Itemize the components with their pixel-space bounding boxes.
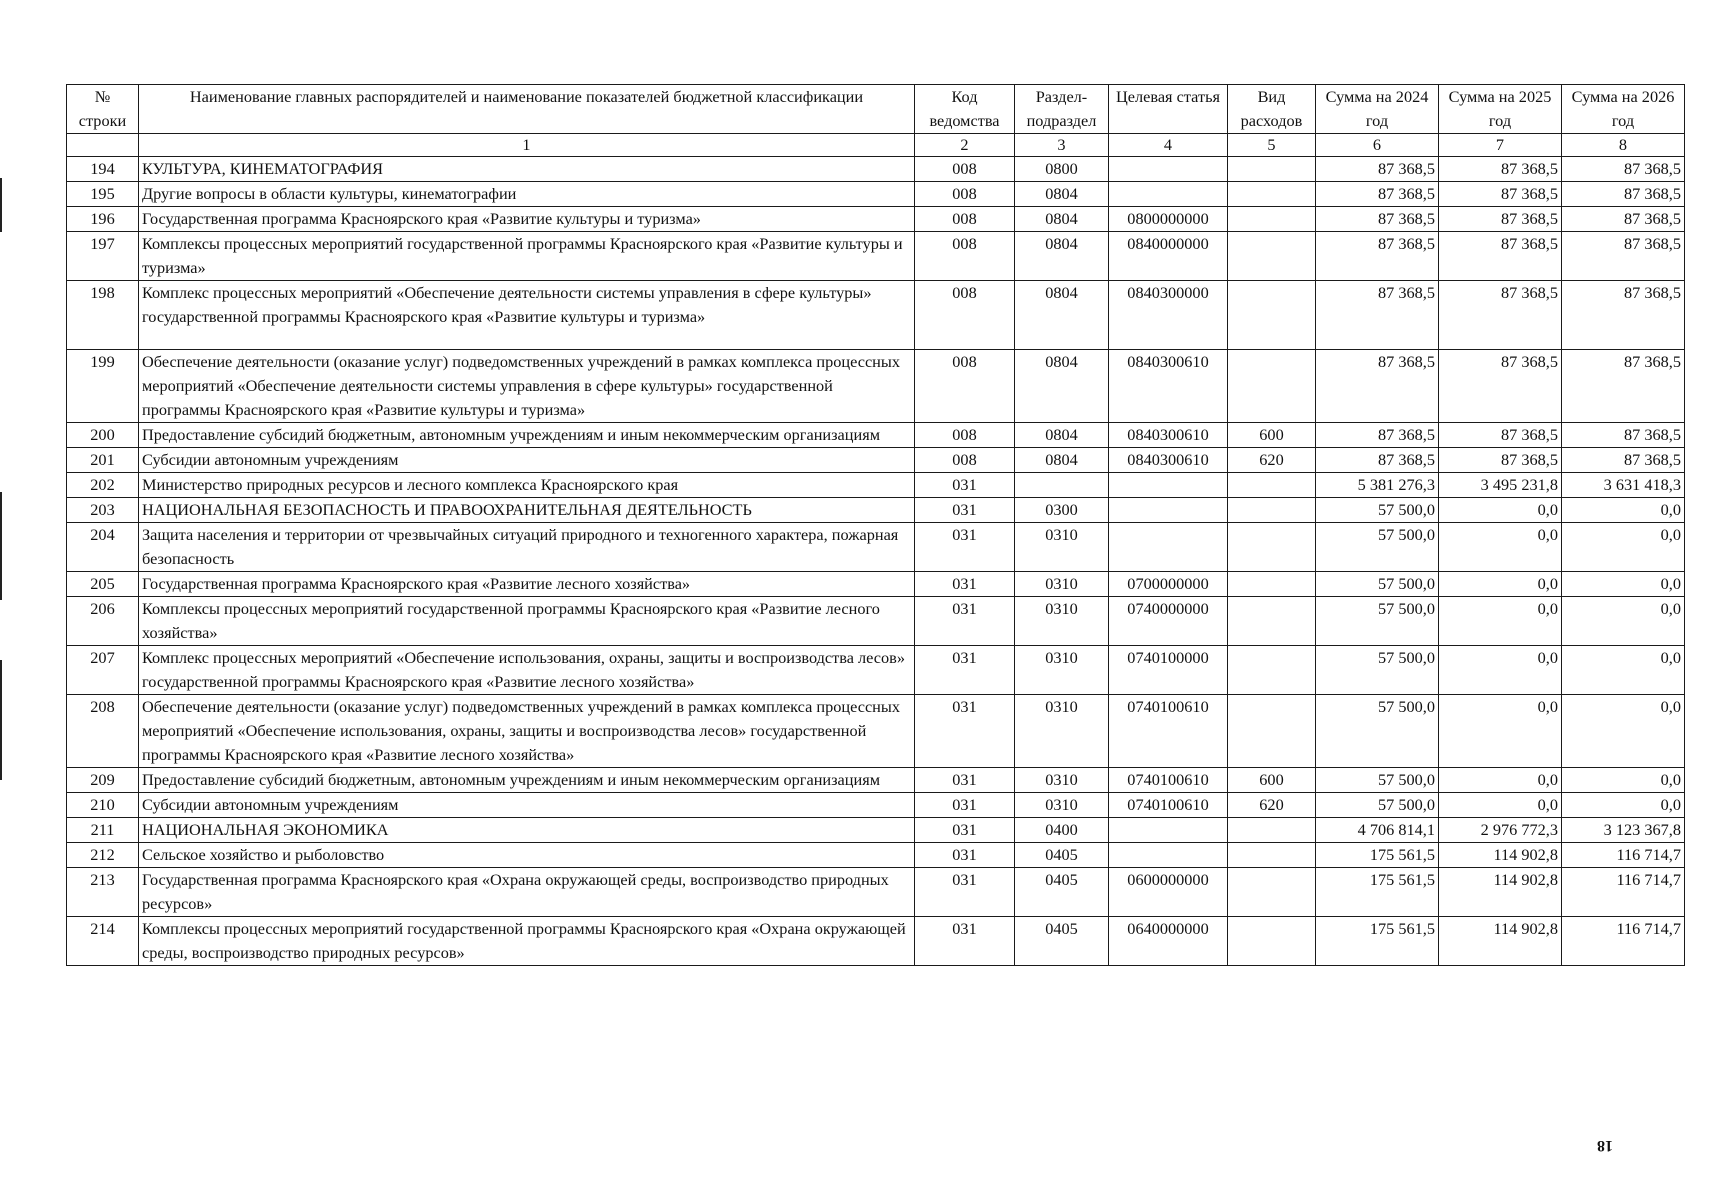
- sum-2024: 175 561,5: [1316, 868, 1439, 917]
- expense-type: [1228, 281, 1316, 350]
- section-code: 0804: [1015, 281, 1109, 350]
- expense-type: [1228, 473, 1316, 498]
- sum-2026: 0,0: [1562, 498, 1685, 523]
- table-row: [67, 917, 1685, 966]
- expense-type: [1228, 868, 1316, 917]
- sum-2025: 87 368,5: [1439, 350, 1562, 423]
- sum-2024: 175 561,5: [1316, 917, 1439, 966]
- sum-2026: 87 368,5: [1562, 423, 1685, 448]
- department-code: 031: [915, 646, 1015, 695]
- table-row: [67, 793, 1685, 818]
- section-code: 0804: [1015, 423, 1109, 448]
- row-number: 214: [67, 917, 139, 966]
- expense-type: [1228, 843, 1316, 868]
- row-number: 198: [67, 281, 139, 350]
- column-number: 5: [1228, 134, 1316, 157]
- department-code: 031: [915, 695, 1015, 768]
- row-name: Комплекс процессных мероприятий «Обеспечение использования, охраны, защиты и воспроизводства лесов» государственной программы Красноярского края «Развитие лесного хозяйства»: [139, 646, 915, 695]
- department-code: 008: [915, 232, 1015, 281]
- section-code: 0310: [1015, 523, 1109, 572]
- sum-2025: 2 976 772,3: [1439, 818, 1562, 843]
- target-article: 0840300610: [1109, 423, 1228, 448]
- sum-2025: 0,0: [1439, 768, 1562, 793]
- row-number: 213: [67, 868, 139, 917]
- sum-2026: 87 368,5: [1562, 207, 1685, 232]
- expense-type: [1228, 597, 1316, 646]
- binding-mark: [0, 178, 2, 232]
- sum-2025: 0,0: [1439, 695, 1562, 768]
- sum-2026: 0,0: [1562, 793, 1685, 818]
- sum-2024: 57 500,0: [1316, 793, 1439, 818]
- row-number: 205: [67, 572, 139, 597]
- header-section: Раздел-подраздел: [1015, 85, 1109, 134]
- sum-2025: 114 902,8: [1439, 843, 1562, 868]
- target-article: 0740100610: [1109, 793, 1228, 818]
- row-number: 207: [67, 646, 139, 695]
- sum-2026: 87 368,5: [1562, 448, 1685, 473]
- table-body: [67, 157, 1685, 966]
- sum-2026: 116 714,7: [1562, 843, 1685, 868]
- table-row: [67, 281, 1685, 350]
- target-article: [1109, 818, 1228, 843]
- expense-type: 620: [1228, 793, 1316, 818]
- sum-2026: 87 368,5: [1562, 232, 1685, 281]
- row-name: Субсидии автономным учреждениям: [139, 793, 915, 818]
- sum-2024: 57 500,0: [1316, 523, 1439, 572]
- sum-2024: 87 368,5: [1316, 423, 1439, 448]
- sum-2024: 87 368,5: [1316, 182, 1439, 207]
- row-name: НАЦИОНАЛЬНАЯ БЕЗОПАСНОСТЬ И ПРАВООХРАНИТЕЛЬНАЯ ДЕЯТЕЛЬНОСТЬ: [139, 498, 915, 523]
- row-number: 208: [67, 695, 139, 768]
- target-article: 0740100610: [1109, 768, 1228, 793]
- sum-2025: 3 495 231,8: [1439, 473, 1562, 498]
- row-number: 201: [67, 448, 139, 473]
- table-row: [67, 523, 1685, 572]
- sum-2024: 57 500,0: [1316, 646, 1439, 695]
- section-code: 0400: [1015, 818, 1109, 843]
- row-name: Государственная программа Красноярского края «Развитие культуры и туризма»: [139, 207, 915, 232]
- row-name: Комплексы процессных мероприятий государственной программы Красноярского края «Развитие культуры и туризма»: [139, 232, 915, 281]
- sum-2026: 87 368,5: [1562, 350, 1685, 423]
- expense-type: [1228, 498, 1316, 523]
- sum-2024: 57 500,0: [1316, 768, 1439, 793]
- target-article: [1109, 473, 1228, 498]
- section-code: 0804: [1015, 232, 1109, 281]
- table-row: [67, 498, 1685, 523]
- table-row: [67, 448, 1685, 473]
- section-code: 0405: [1015, 917, 1109, 966]
- target-article: 0840000000: [1109, 232, 1228, 281]
- sum-2026: 3 631 418,3: [1562, 473, 1685, 498]
- target-article: [1109, 523, 1228, 572]
- sum-2026: 0,0: [1562, 695, 1685, 768]
- target-article: 0800000000: [1109, 207, 1228, 232]
- sum-2025: 0,0: [1439, 523, 1562, 572]
- header-sum-2026: Сумма на 2026 год: [1562, 85, 1685, 134]
- section-code: [1015, 473, 1109, 498]
- column-number: 1: [139, 134, 915, 157]
- row-name: Комплексы процессных мероприятий государственной программы Красноярского края «Охрана окружающей среды, воспроизводство природных ресурсов»: [139, 917, 915, 966]
- department-code: 008: [915, 423, 1015, 448]
- header-name: Наименование главных распорядителей и наименование показателей бюджетной классификации: [139, 85, 915, 134]
- expense-type: [1228, 207, 1316, 232]
- table-row: [67, 818, 1685, 843]
- section-code: 0804: [1015, 207, 1109, 232]
- expense-type: [1228, 818, 1316, 843]
- department-code: 008: [915, 281, 1015, 350]
- sum-2024: 57 500,0: [1316, 572, 1439, 597]
- table-header: [67, 85, 1685, 157]
- table-row: [67, 646, 1685, 695]
- sum-2025: 0,0: [1439, 597, 1562, 646]
- section-code: 0804: [1015, 448, 1109, 473]
- section-code: 0804: [1015, 350, 1109, 423]
- sum-2026: 0,0: [1562, 768, 1685, 793]
- table-row: [67, 157, 1685, 182]
- sum-2025: 87 368,5: [1439, 232, 1562, 281]
- sum-2025: 87 368,5: [1439, 207, 1562, 232]
- row-name: Обеспечение деятельности (оказание услуг) подведомственных учреждений в рамках комплекса процессных мероприятий «Обеспечение деятельности системы управления в сфере культуры» государственной программы Красноярского края «Развитие культуры и туризма»: [139, 350, 915, 423]
- sum-2024: 87 368,5: [1316, 232, 1439, 281]
- sum-2026: 87 368,5: [1562, 281, 1685, 350]
- target-article: 0740100000: [1109, 646, 1228, 695]
- column-number: 2: [915, 134, 1015, 157]
- row-number: 210: [67, 793, 139, 818]
- table-row: [67, 843, 1685, 868]
- column-number: 7: [1439, 134, 1562, 157]
- target-article: [1109, 182, 1228, 207]
- row-name: Комплексы процессных мероприятий государственной программы Красноярского края «Развитие лесного хозяйства»: [139, 597, 915, 646]
- target-article: 0840300000: [1109, 281, 1228, 350]
- sum-2026: 87 368,5: [1562, 182, 1685, 207]
- header-expense-type: Вид расходов: [1228, 85, 1316, 134]
- row-name: Обеспечение деятельности (оказание услуг) подведомственных учреждений в рамках комплекса процессных мероприятий «Обеспечение использования, охраны, защиты и воспроизводства лесов» государственной программы Красноярского края «Развитие лесного хозяйства»: [139, 695, 915, 768]
- section-code: 0310: [1015, 572, 1109, 597]
- sum-2025: 0,0: [1439, 793, 1562, 818]
- target-article: 0840300610: [1109, 350, 1228, 423]
- department-code: 008: [915, 182, 1015, 207]
- column-number-row: [67, 134, 1685, 157]
- row-name: Комплекс процессных мероприятий «Обеспечение деятельности системы управления в сфере культуры» государственной программы Красноярского края «Развитие культуры и туризма»: [139, 281, 915, 350]
- table-row: [67, 232, 1685, 281]
- expense-type: 600: [1228, 423, 1316, 448]
- header-target-article: Целевая статья: [1109, 85, 1228, 134]
- department-code: 031: [915, 843, 1015, 868]
- row-number: 211: [67, 818, 139, 843]
- header-sum-2024: Сумма на 2024 год: [1316, 85, 1439, 134]
- sum-2024: 57 500,0: [1316, 498, 1439, 523]
- department-code: 031: [915, 917, 1015, 966]
- row-number: 195: [67, 182, 139, 207]
- sum-2024: 87 368,5: [1316, 157, 1439, 182]
- expense-type: 600: [1228, 768, 1316, 793]
- sum-2025: 87 368,5: [1439, 448, 1562, 473]
- row-number: 212: [67, 843, 139, 868]
- expense-type: [1228, 232, 1316, 281]
- sum-2026: 0,0: [1562, 572, 1685, 597]
- section-code: 0300: [1015, 498, 1109, 523]
- sum-2025: 0,0: [1439, 646, 1562, 695]
- row-number: 194: [67, 157, 139, 182]
- department-code: 031: [915, 768, 1015, 793]
- section-code: 0804: [1015, 182, 1109, 207]
- sum-2024: 87 368,5: [1316, 207, 1439, 232]
- section-code: 0405: [1015, 843, 1109, 868]
- sum-2024: 87 368,5: [1316, 350, 1439, 423]
- row-number: 196: [67, 207, 139, 232]
- target-article: 0700000000: [1109, 572, 1228, 597]
- table-row: [67, 207, 1685, 232]
- target-article: [1109, 157, 1228, 182]
- column-number: 8: [1562, 134, 1685, 157]
- row-name: Предоставление субсидий бюджетным, автономным учреждениям и иным некоммерческим организациям: [139, 423, 915, 448]
- department-code: 031: [915, 473, 1015, 498]
- table-row: [67, 423, 1685, 448]
- department-code: 008: [915, 157, 1015, 182]
- column-number: 3: [1015, 134, 1109, 157]
- sum-2026: 0,0: [1562, 646, 1685, 695]
- department-code: 031: [915, 498, 1015, 523]
- expense-type: [1228, 523, 1316, 572]
- department-code: 008: [915, 207, 1015, 232]
- sum-2024: 87 368,5: [1316, 448, 1439, 473]
- table-row: [67, 572, 1685, 597]
- department-code: 031: [915, 818, 1015, 843]
- department-code: 008: [915, 448, 1015, 473]
- sum-2025: 114 902,8: [1439, 917, 1562, 966]
- section-code: 0310: [1015, 695, 1109, 768]
- budget-table: [66, 84, 1685, 966]
- header-row-number: № строки: [67, 85, 139, 134]
- row-name: Министерство природных ресурсов и лесного комплекса Красноярского края: [139, 473, 915, 498]
- table-row: [67, 695, 1685, 768]
- sum-2024: 175 561,5: [1316, 843, 1439, 868]
- expense-type: [1228, 350, 1316, 423]
- row-number: 209: [67, 768, 139, 793]
- row-number: 203: [67, 498, 139, 523]
- row-name: Другие вопросы в области культуры, кинематографии: [139, 182, 915, 207]
- section-code: 0310: [1015, 597, 1109, 646]
- section-code: 0310: [1015, 768, 1109, 793]
- expense-type: [1228, 182, 1316, 207]
- row-number: 206: [67, 597, 139, 646]
- binding-mark: [0, 492, 2, 600]
- department-code: 031: [915, 523, 1015, 572]
- sum-2024: 57 500,0: [1316, 695, 1439, 768]
- row-name: НАЦИОНАЛЬНАЯ ЭКОНОМИКА: [139, 818, 915, 843]
- target-article: 0600000000: [1109, 868, 1228, 917]
- sum-2025: 0,0: [1439, 498, 1562, 523]
- row-name: КУЛЬТУРА, КИНЕМАТОГРАФИЯ: [139, 157, 915, 182]
- sum-2025: 0,0: [1439, 572, 1562, 597]
- table-row: [67, 768, 1685, 793]
- page-number: 18: [1597, 1137, 1613, 1154]
- row-number: 200: [67, 423, 139, 448]
- department-code: 031: [915, 868, 1015, 917]
- target-article: 0840300610: [1109, 448, 1228, 473]
- expense-type: 620: [1228, 448, 1316, 473]
- row-number: 204: [67, 523, 139, 572]
- sum-2026: 116 714,7: [1562, 917, 1685, 966]
- table-row: [67, 350, 1685, 423]
- sum-2026: 0,0: [1562, 523, 1685, 572]
- row-name: Защита населения и территории от чрезвычайных ситуаций природного и техногенного характера, пожарная безопасность: [139, 523, 915, 572]
- department-code: 008: [915, 350, 1015, 423]
- row-number: 197: [67, 232, 139, 281]
- row-name: Сельское хозяйство и рыболовство: [139, 843, 915, 868]
- sum-2024: 87 368,5: [1316, 281, 1439, 350]
- sum-2026: 3 123 367,8: [1562, 818, 1685, 843]
- sum-2024: 4 706 814,1: [1316, 818, 1439, 843]
- section-code: 0310: [1015, 793, 1109, 818]
- binding-mark: [0, 660, 2, 780]
- header-sum-2025: Сумма на 2025 год: [1439, 85, 1562, 134]
- row-name: Субсидии автономным учреждениям: [139, 448, 915, 473]
- department-code: 031: [915, 793, 1015, 818]
- expense-type: [1228, 917, 1316, 966]
- row-name: Государственная программа Красноярского края «Охрана окружающей среды, воспроизводство природных ресурсов»: [139, 868, 915, 917]
- section-code: 0405: [1015, 868, 1109, 917]
- expense-type: [1228, 646, 1316, 695]
- table-row: [67, 597, 1685, 646]
- sum-2025: 87 368,5: [1439, 182, 1562, 207]
- expense-type: [1228, 695, 1316, 768]
- sum-2025: 87 368,5: [1439, 423, 1562, 448]
- department-code: 031: [915, 597, 1015, 646]
- section-code: 0310: [1015, 646, 1109, 695]
- table-row: [67, 473, 1685, 498]
- sum-2025: 114 902,8: [1439, 868, 1562, 917]
- target-article: 0740000000: [1109, 597, 1228, 646]
- row-name: Государственная программа Красноярского края «Развитие лесного хозяйства»: [139, 572, 915, 597]
- expense-type: [1228, 572, 1316, 597]
- table-row: [67, 182, 1685, 207]
- column-number: 4: [1109, 134, 1228, 157]
- row-number: 202: [67, 473, 139, 498]
- sum-2024: 5 381 276,3: [1316, 473, 1439, 498]
- target-article: 0740100610: [1109, 695, 1228, 768]
- table-row: [67, 868, 1685, 917]
- column-number: 6: [1316, 134, 1439, 157]
- target-article: [1109, 843, 1228, 868]
- column-number: [67, 134, 139, 157]
- row-name: Предоставление субсидий бюджетным, автономным учреждениям и иным некоммерческим организациям: [139, 768, 915, 793]
- expense-type: [1228, 157, 1316, 182]
- sum-2026: 0,0: [1562, 597, 1685, 646]
- sum-2025: 87 368,5: [1439, 157, 1562, 182]
- header-row: [67, 85, 1685, 134]
- department-code: 031: [915, 572, 1015, 597]
- row-number: 199: [67, 350, 139, 423]
- section-code: 0800: [1015, 157, 1109, 182]
- target-article: 0640000000: [1109, 917, 1228, 966]
- sum-2024: 57 500,0: [1316, 597, 1439, 646]
- sum-2026: 116 714,7: [1562, 868, 1685, 917]
- sum-2026: 87 368,5: [1562, 157, 1685, 182]
- header-department-code: Код ведомства: [915, 85, 1015, 134]
- sum-2025: 87 368,5: [1439, 281, 1562, 350]
- target-article: [1109, 498, 1228, 523]
